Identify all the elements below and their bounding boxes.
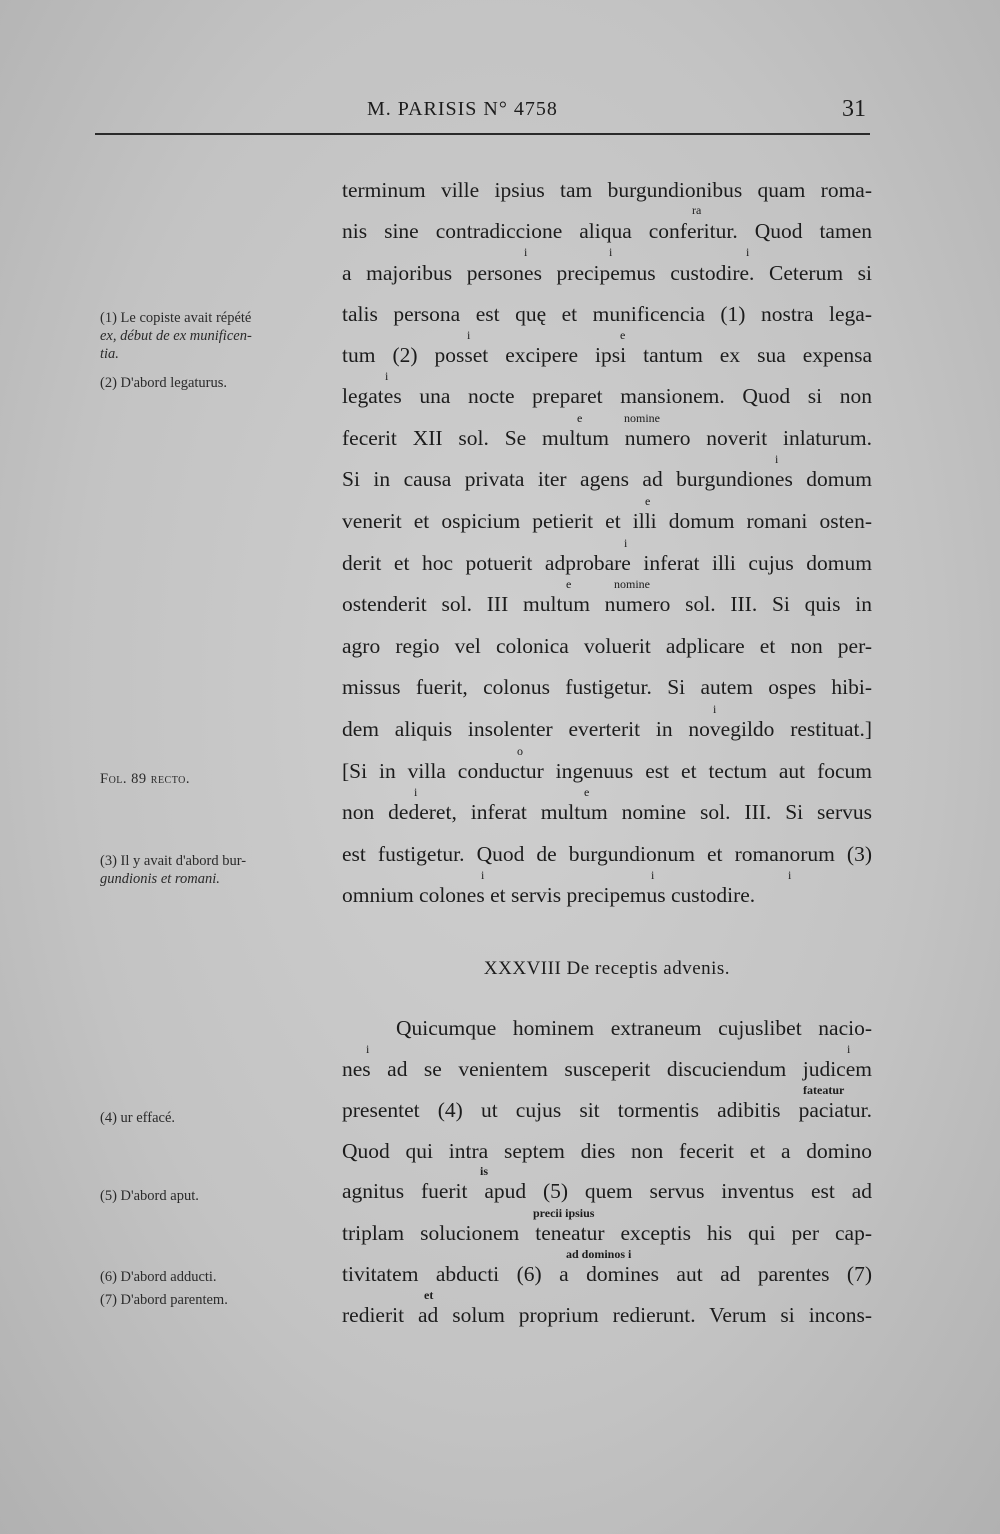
interlinear-gloss: e <box>645 494 651 508</box>
margin-note-line: (4) ur effacé. <box>100 1110 175 1126</box>
body-line: a majoribus persones precipemus custodire. Ceterum si <box>342 261 872 285</box>
interlinear-gloss: et <box>424 1288 434 1302</box>
interlinear-gloss: fateatur <box>803 1083 845 1097</box>
interlinear-gloss: i <box>847 1042 851 1056</box>
body-line: Si in causa privata iter agens ad burgundiones domum <box>342 467 872 491</box>
body-line: tum (2) posset excipere ipsi tantum ex sua expensa <box>342 343 872 367</box>
body-line: triplam solucionem teneatur exceptis his qui per cap- <box>342 1221 872 1245</box>
running-head: M. PARISIS N° 4758 <box>367 98 558 120</box>
interlinear-gloss: e <box>620 328 626 342</box>
margin-note <box>100 852 325 888</box>
margin-note-line: ex, début de ex munificen- <box>100 328 252 344</box>
margin-note-line: tia. <box>100 346 119 362</box>
margin-note-line: Fol. 89 recto. <box>100 771 190 787</box>
body-line: redierit ad solum proprium redierunt. Verum si incons- <box>342 1303 872 1327</box>
body-line: fecerit XII sol. Se multum numero noverit inlaturum. <box>342 426 872 450</box>
body-line: presentet (4) ut cujus sit tormentis adibitis paciatur. <box>342 1098 872 1122</box>
interlinear-gloss: nomine <box>614 577 650 591</box>
body-line: dem aliquis insolenter everterit in novegildo restituat.] <box>342 717 872 741</box>
margin-note <box>100 1268 325 1286</box>
interlinear-gloss: i <box>414 785 418 799</box>
interlinear-gloss: e <box>566 577 572 591</box>
interlinear-gloss: o <box>517 744 523 758</box>
body-line: venerit et ospicium petierit et illi domum romani osten- <box>342 509 872 533</box>
body-line: [Si in villa conductur ingenuus est et tectum aut focum <box>342 759 872 783</box>
body-line: missus fuerit, colonus fustigetur. Si autem ospes hibi- <box>342 675 872 699</box>
body-line: non dederet, inferat multum nomine sol. III. Si servus <box>342 800 872 824</box>
body-line: Quicumque hominem extraneum cujuslibet nacio- <box>396 1016 872 1040</box>
body-line: talis persona est quę et munificencia (1) nostra lega- <box>342 302 872 326</box>
folio-reference <box>100 770 325 788</box>
margin-note <box>100 309 325 363</box>
interlinear-gloss: i <box>746 245 750 259</box>
body-line: terminum ville ipsius tam burgundionibus quam roma- <box>342 178 872 202</box>
margin-note-line: (6) D'abord adducti. <box>100 1269 217 1285</box>
interlinear-gloss: i <box>524 245 528 259</box>
margin-note-line: (1) Le copiste avait répété <box>100 310 252 326</box>
margin-note <box>100 374 325 392</box>
body-line: nes ad se venientem susceperit discuciendum judicem <box>342 1057 872 1081</box>
body-line: agro regio vel colonica voluerit adplicare et non per- <box>342 634 872 658</box>
interlinear-gloss: i <box>481 868 485 882</box>
interlinear-gloss: ad dominos i <box>566 1247 632 1261</box>
interlinear-gloss: i <box>609 245 613 259</box>
interlinear-gloss: i <box>366 1042 370 1056</box>
margin-note <box>100 1109 325 1127</box>
margin-note-line: (7) D'abord parentem. <box>100 1292 228 1308</box>
interlinear-gloss: e <box>584 785 590 799</box>
interlinear-gloss: e <box>577 411 583 425</box>
interlinear-gloss: precii ipsius <box>533 1206 595 1220</box>
margin-note-line: (3) Il y avait d'abord bur- <box>100 853 247 869</box>
folio-number: 31 <box>842 96 866 122</box>
interlinear-gloss: is <box>480 1164 489 1178</box>
margin-note-line: (2) D'abord legaturus. <box>100 375 228 391</box>
section-heading: XXXVIII De receptis advenis. <box>483 958 731 979</box>
interlinear-gloss: i <box>713 702 717 716</box>
body-line: agnitus fuerit apud (5) quem servus inventus est ad <box>342 1179 872 1203</box>
margin-note-line: gundionis et romani. <box>100 871 220 887</box>
interlinear-gloss: nomine <box>624 411 660 425</box>
body-line: omnium colones et servis precipemus custodire. <box>342 883 756 907</box>
interlinear-gloss: ra <box>692 203 702 217</box>
body-line: tivitatem abducti (6) a domines aut ad parentes (7) <box>342 1262 872 1286</box>
margin-note <box>100 1187 325 1205</box>
interlinear-gloss: i <box>651 868 655 882</box>
body-line: Quod qui intra septem dies non fecerit et a domino <box>342 1139 872 1163</box>
body-line: legates una nocte preparet mansionem. Quod si non <box>342 384 872 408</box>
page-header <box>95 92 870 132</box>
interlinear-gloss: i <box>775 452 779 466</box>
interlinear-gloss: i <box>624 536 628 550</box>
margin-note <box>100 1291 325 1309</box>
body-line: est fustigetur. Quod de burgundionum et romanorum (3) <box>342 842 872 866</box>
interlinear-gloss: i <box>788 868 792 882</box>
interlinear-gloss: i <box>385 369 389 383</box>
header-rule <box>95 133 870 135</box>
margin-note-line: (5) D'abord aput. <box>100 1188 199 1204</box>
body-line: ostenderit sol. III multum numero sol. III. Si quis in <box>342 592 872 616</box>
interlinear-gloss: i <box>467 328 471 342</box>
body-line: nis sine contradiccione aliqua conferitur. Quod tamen <box>342 219 872 243</box>
body-line: derit et hoc potuerit adprobare inferat illi cujus domum <box>342 551 872 575</box>
